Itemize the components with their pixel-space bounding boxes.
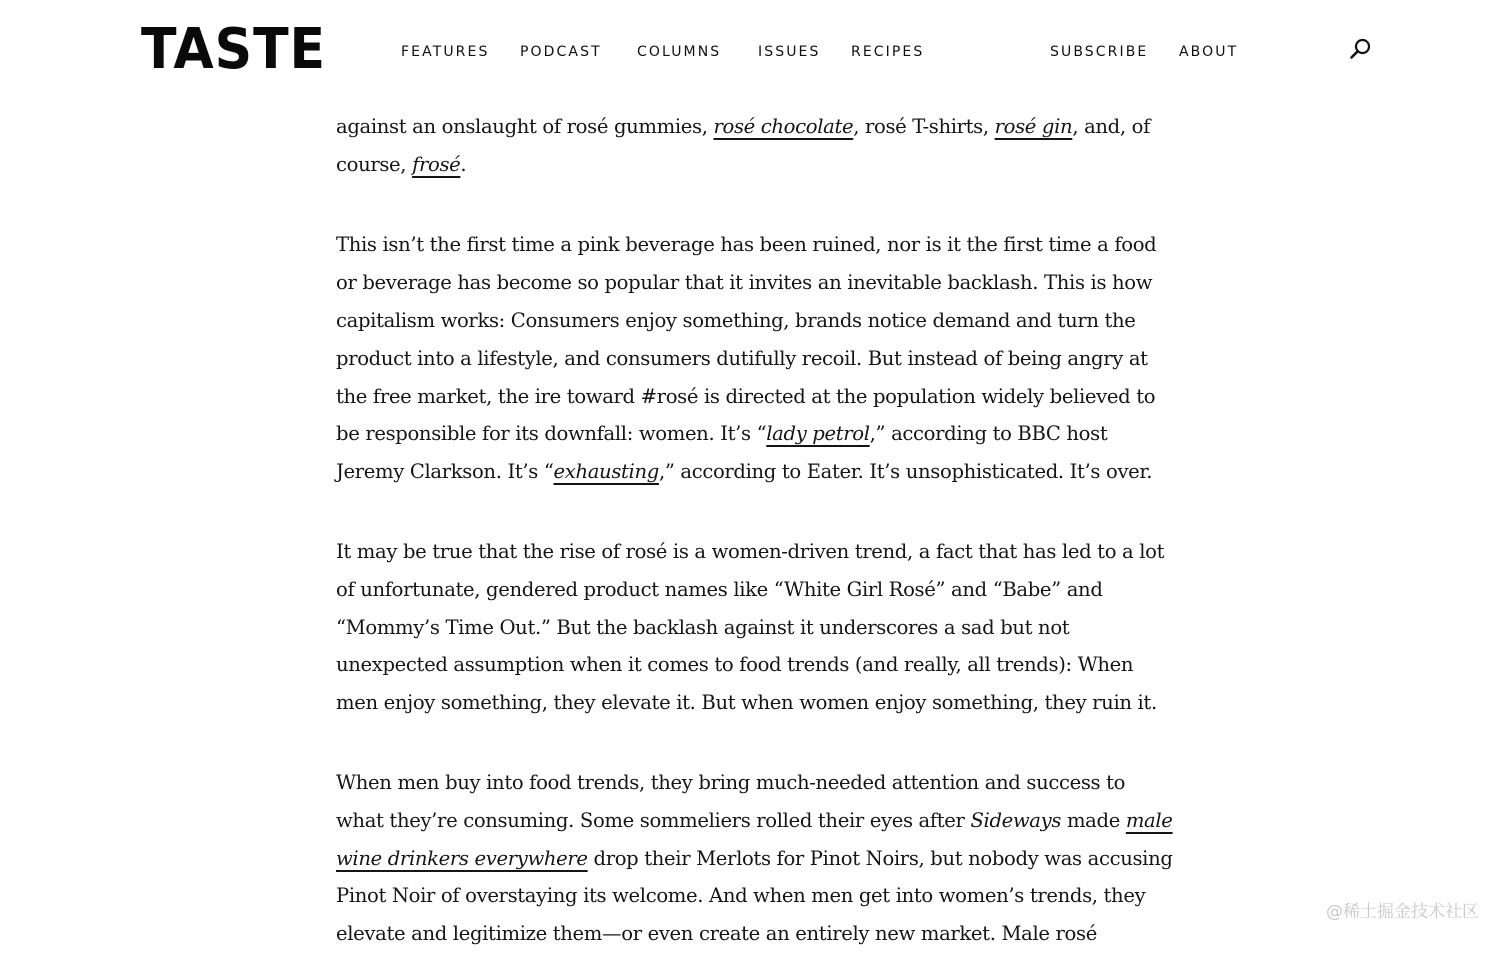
text: be responsible for its downfall: women. It’s “ [336,422,767,445]
text: , rosé T-shirts, [853,115,995,138]
p3-line-2: of unfortunate, gendered product names like “White Girl Rosé” and “Babe” and [336,578,1103,601]
p3-line-4: unexpected assumption when it comes to food trends (and really, all trends): When [336,653,1134,676]
text: against an onslaught of rosé gummies, [336,115,714,138]
site-logo[interactable]: TASTE [141,17,327,82]
link-frose[interactable]: frosé [412,153,461,176]
nav-recipes[interactable]: RECIPES [851,44,925,60]
p4-line-4: Pinot Noir of overstaying its welcome. And when men get into women’s trends, they [336,884,1146,907]
p1-line-1 [336,108,1150,146]
p4-line-2 [336,802,1173,840]
watermark: @稀土掘金技术社区 [1326,902,1479,922]
nav-about[interactable]: ABOUT [1179,44,1239,60]
nav-podcast[interactable]: PODCAST [520,44,602,60]
link-exhausting[interactable]: exhausting [553,460,659,483]
p2-line-7 [336,453,1152,491]
link-rose-gin[interactable]: rosé gin [994,115,1073,138]
p1-line-2 [336,146,466,184]
p2-line-3: capitalism works: Consumers enjoy something, brands notice demand and turn the [336,309,1136,332]
text: what they’re consuming. Some sommeliers rolled their eyes after [336,809,971,832]
text: course, [336,153,413,176]
link-rose-chocolate[interactable]: rosé chocolate [713,115,854,138]
p2-line-2: or beverage has become so popular that it invites an inevitable backlash. This is how [336,271,1153,294]
link-male-wine-drinkers-cont[interactable]: wine drinkers everywhere [336,847,588,870]
text: made [1061,809,1126,832]
p3-line-3: “Mommy’s Time Out.” But the backlash against it underscores a sad but not [336,616,1070,639]
p2-line-5: the free market, the ire toward #rosé is directed at the population widely believed to [336,385,1156,408]
p4-line-3 [336,840,1173,878]
nav-subscribe[interactable]: SUBSCRIBE [1050,44,1149,60]
nav-columns[interactable]: COLUMNS [637,44,722,60]
nav-features[interactable]: FEATURES [401,44,490,60]
p4-line-5: elevate and legitimize them—or even create an entirely new market. Male rosé [336,922,1097,945]
p4-line-1: When men buy into food trends, they bring much-needed attention and success to [336,771,1126,794]
text: drop their Merlots for Pinot Noirs, but nobody was accusing [587,847,1173,870]
text: , and, of [1072,115,1150,138]
p2-line-1: This isn’t the first time a pink beverage has been ruined, nor is it the first time a food [336,233,1157,256]
text: . [460,153,467,176]
text: ,” according to Eater. It’s unsophisticated. It’s over. [658,460,1153,483]
link-male-wine-drinkers[interactable]: male [1125,809,1173,832]
text: Jeremy Clarkson. It’s “ [336,460,554,483]
film-title-sideways: Sideways [970,809,1062,832]
p2-line-4: product into a lifestyle, and consumers dutifully recoil. But instead of being angry at [336,347,1148,370]
text: ,” according to BBC host [869,422,1108,445]
p2-line-6 [336,415,1107,453]
nav-issues[interactable]: ISSUES [758,44,821,60]
link-lady-petrol[interactable]: lady petrol [766,422,870,445]
p3-line-5: men enjoy something, they elevate it. But when women enjoy something, they ruin it. [336,691,1157,714]
p3-line-1: It may be true that the rise of rosé is a women-driven trend, a fact that has led to a lot [336,540,1165,563]
